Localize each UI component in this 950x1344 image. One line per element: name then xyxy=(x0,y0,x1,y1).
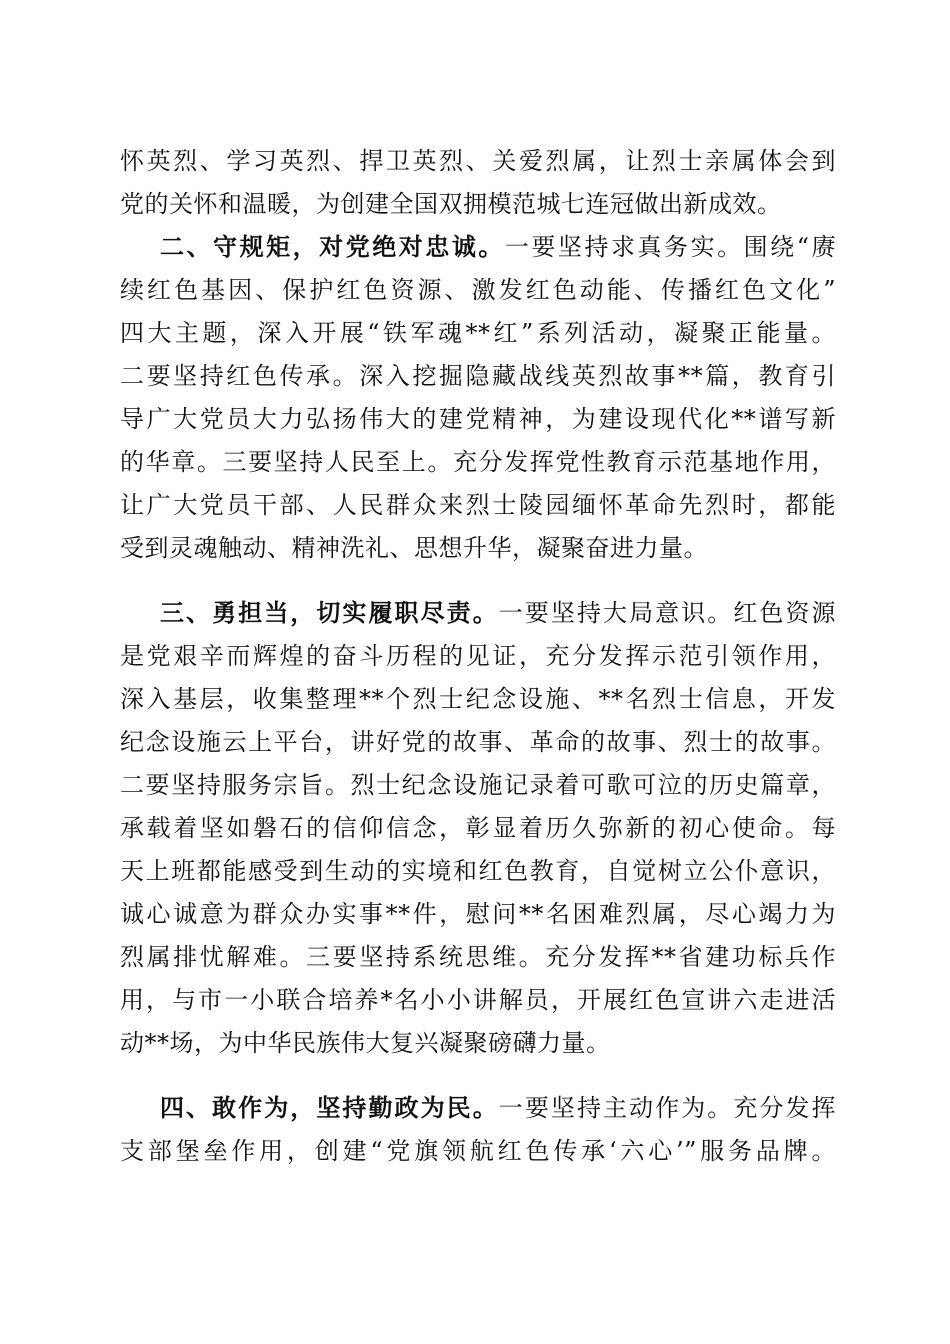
text-line: 二要坚持服务宗旨。烈士纪念设施记录着可歌可泣的历史篇章， xyxy=(120,771,836,799)
section-heading: 三、勇担当，切实履职尽责。 xyxy=(160,599,499,627)
text-run: 一要坚持求真务实。围绕“赓 xyxy=(504,233,836,261)
text-line: 让广大党员干部、人民群众来烈士陵园缅怀革命先烈时，都能 xyxy=(120,491,836,519)
text-line: 受到灵魂触动、精神洗礼、思想升华，凝聚奋进力量。 xyxy=(120,534,708,562)
text-line: 用，与市一小联合培养*名小小讲解员，开展红色宣讲六走进活 xyxy=(120,986,836,1014)
text-line: 支部堡垒作用，创建“党旗领航红色传承‘六心’”服务品牌。 xyxy=(120,1137,836,1165)
text-line xyxy=(120,1087,836,1130)
section-heading: 二、守规矩，对党绝对忠诚。 xyxy=(160,233,505,261)
text-line: 动**场，为中华民族伟大复兴凝聚磅礴力量。 xyxy=(120,1029,611,1057)
text-run: 一要坚持大局意识。红色资源 xyxy=(498,599,837,627)
text-line: 二要坚持红色传承。深入挖掘隐藏战线英烈故事**篇，教育引 xyxy=(120,362,836,390)
paragraph-3 xyxy=(120,592,836,1065)
text-line: 承载着坚如磐石的信仰信念，彰显着历久弥新的初心使命。每 xyxy=(120,814,836,842)
text-line: 党的关怀和温暖，为创建全国双拥模范城七连冠做出新成效。 xyxy=(120,190,782,218)
paragraph-4 xyxy=(120,1087,836,1173)
text-line: 四大主题，深入开展“铁军魂**红”系列活动，凝聚正能量。 xyxy=(120,319,836,347)
text-line: 纪念设施云上平台，讲好党的故事、革命的故事、烈士的故事。 xyxy=(120,728,836,756)
paragraph-gap xyxy=(120,570,836,592)
text-line: 天上班都能感受到生动的实境和红色教育，自觉树立公仆意识， xyxy=(120,857,836,885)
document-page xyxy=(120,140,836,1173)
paragraph-1 xyxy=(120,140,836,226)
text-line xyxy=(120,226,836,269)
text-run: 一要坚持主动作为。充分发挥 xyxy=(498,1094,837,1122)
text-line: 导广大党员大力弘扬伟大的建党精神，为建设现代化**谱写新 xyxy=(120,405,836,433)
text-line: 诚心诚意为群众办实事**件，慰问**名困难烈属，尽心竭力为 xyxy=(120,900,836,928)
text-line: 怀英烈、学习英烈、捍卫英烈、关爱烈属，让烈士亲属体会到 xyxy=(120,147,836,175)
text-line: 深入基层，收集整理**个烈士纪念设施、**名烈士信息，开发 xyxy=(120,685,836,713)
paragraph-gap xyxy=(120,1065,836,1087)
section-heading: 四、敢作为，坚持勤政为民。 xyxy=(160,1094,499,1122)
paragraph-2 xyxy=(120,226,836,570)
text-line: 续红色基因、保护红色资源、激发红色动能、传播红色文化” xyxy=(120,276,836,304)
text-line: 烈属排忧解难。三要坚持系统思维。充分发挥**省建功标兵作 xyxy=(120,943,836,971)
text-line: 的华章。三要坚持人民至上。充分发挥党性教育示范基地作用， xyxy=(120,448,836,476)
text-line xyxy=(120,592,836,635)
text-line: 是党艰辛而辉煌的奋斗历程的见证，充分发挥示范引领作用， xyxy=(120,642,836,670)
